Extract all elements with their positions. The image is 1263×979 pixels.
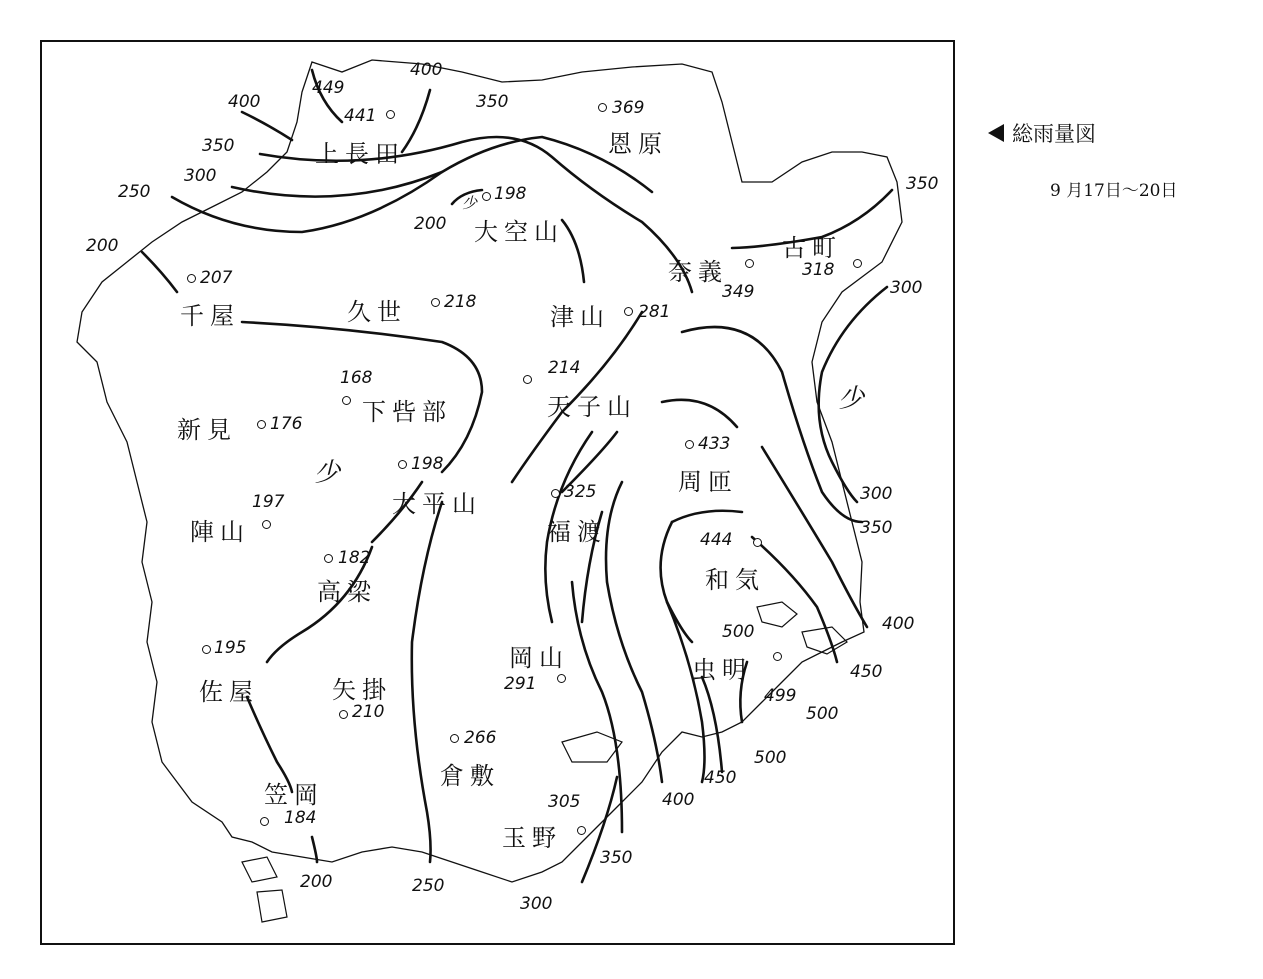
isohyet-label: 300 (520, 894, 553, 914)
place-label: 津山 (550, 303, 610, 331)
isohyet-label: 400 (228, 92, 261, 112)
isohyet-label: 450 (850, 662, 883, 682)
isohyet-line (562, 220, 584, 282)
rainfall-value: 349 (722, 282, 755, 302)
station-marker (431, 298, 440, 307)
rainfall-value: 305 (548, 792, 581, 812)
isohyet-label: 250 (118, 182, 151, 202)
legend-title (988, 118, 1096, 148)
rainfall-value: 281 (638, 302, 671, 322)
isohyet-line (672, 511, 742, 522)
isohyet-line (142, 252, 177, 292)
isohyet-label: 400 (410, 60, 443, 80)
isohyet-label: 300 (860, 484, 893, 504)
place-label: 恩原 (608, 130, 668, 158)
rainfall-value: 182 (338, 548, 371, 568)
rainfall-map (42, 42, 953, 943)
isohyet-line (412, 502, 442, 862)
island (242, 857, 277, 882)
place-label: 大平山 (392, 490, 482, 518)
low-marker: 少 (462, 194, 478, 212)
rainfall-value: 168 (340, 368, 373, 388)
low-marker: 少 (838, 384, 865, 414)
isohyet-label: 450 (704, 768, 737, 788)
place-label: 周匝 (678, 468, 738, 496)
place-label: 福渡 (547, 518, 607, 546)
isohyet-label: 350 (202, 136, 235, 156)
place-label: 天子山 (547, 393, 637, 421)
rainfall-value: 433 (698, 434, 731, 454)
low-marker: 少 (314, 458, 341, 488)
place-label: 和気 (705, 566, 765, 594)
rainfall-value: 291 (504, 674, 537, 694)
place-label: 玉野 (502, 824, 562, 852)
place-label: 千屋 (180, 302, 240, 330)
place-label: 倉敷 (440, 762, 500, 790)
rainfall-value: 441 (344, 106, 377, 126)
rainfall-value: 449 (312, 78, 345, 98)
isohyet-line (752, 537, 837, 662)
rainfall-value: 325 (564, 482, 597, 502)
place-label: 下呰部 (362, 398, 452, 426)
isohyet-line (402, 90, 430, 152)
station-marker (685, 440, 694, 449)
place-label: 上長田 (315, 140, 405, 168)
place-label: 岡山 (509, 644, 569, 672)
rainfall-value: 214 (548, 358, 581, 378)
station-marker (257, 420, 266, 429)
station-marker (342, 396, 351, 405)
station-marker (398, 460, 407, 469)
isohyet-line (242, 112, 292, 140)
rainfall-value: 444 (700, 530, 733, 550)
rainfall-value: 369 (612, 98, 645, 118)
rainfall-value: 184 (284, 808, 317, 828)
rainfall-value: 198 (411, 454, 444, 474)
isohyet-label: 350 (860, 518, 893, 538)
isohyet-label: 350 (476, 92, 509, 112)
station-marker (577, 826, 586, 835)
rainfall-value: 210 (352, 702, 385, 722)
station-marker (262, 520, 271, 529)
isohyet-label: 250 (412, 876, 445, 896)
isohyet-label: 300 (890, 278, 923, 298)
place-label: 笠岡 (264, 781, 324, 809)
station-marker (324, 554, 333, 563)
legend-title-text: 総雨量図 (1012, 122, 1096, 146)
station-marker (753, 538, 762, 547)
rainfall-value: 266 (464, 728, 497, 748)
place-label: 矢掛 (332, 676, 392, 704)
triangle-left-icon (988, 124, 1004, 142)
island (757, 602, 797, 627)
station-marker (598, 103, 607, 112)
isohyet-label: 200 (86, 236, 119, 256)
rainfall-value: 499 (764, 686, 797, 706)
rainfall-value: 218 (444, 292, 477, 312)
station-marker (339, 710, 348, 719)
rainfall-value: 195 (214, 638, 247, 658)
rainfall-value: 176 (270, 414, 303, 434)
place-label: 陣山 (190, 518, 250, 546)
place-label: 古町 (782, 234, 842, 262)
station-marker (624, 307, 633, 316)
station-marker (386, 110, 395, 119)
isohyet-line (662, 400, 737, 427)
station-marker (557, 674, 566, 683)
rainfall-value: 197 (252, 492, 285, 512)
station-marker (202, 645, 211, 654)
isohyet-label: 350 (600, 848, 633, 868)
station-marker (450, 734, 459, 743)
place-label: 佐屋 (199, 678, 259, 706)
isohyet-label: 350 (906, 174, 939, 194)
island (802, 627, 847, 654)
isohyet-label: 200 (300, 872, 333, 892)
isohyet-label: 400 (662, 790, 695, 810)
place-label: 新見 (177, 416, 237, 444)
map-frame (40, 40, 955, 945)
place-label: 大空山 (474, 218, 564, 246)
station-marker (745, 259, 754, 268)
isohyet-label: 500 (806, 704, 839, 724)
place-label: 久世 (347, 298, 407, 326)
station-marker (523, 375, 532, 384)
station-marker (260, 817, 269, 826)
station-marker (551, 489, 560, 498)
island (257, 890, 287, 922)
station-marker (482, 192, 491, 201)
station-marker (773, 652, 782, 661)
place-label: 高梁 (317, 578, 377, 606)
station-marker (187, 274, 196, 283)
legend-period: 9 月17日～20日 (1050, 181, 1178, 201)
island (562, 732, 622, 762)
isohyet-label: 400 (882, 614, 915, 634)
station-marker (853, 259, 862, 268)
place-label: 奈義 (668, 258, 728, 286)
rainfall-value: 318 (802, 260, 835, 280)
rainfall-value: 207 (200, 268, 233, 288)
isohyet-label: 300 (184, 166, 217, 186)
isohyet-label: 500 (754, 748, 787, 768)
isohyet-label: 200 (414, 214, 447, 234)
rainfall-value: 500 (722, 622, 755, 642)
place-label: 虫明 (692, 656, 752, 684)
isohyet-line (667, 602, 705, 782)
rainfall-value: 198 (494, 184, 527, 204)
